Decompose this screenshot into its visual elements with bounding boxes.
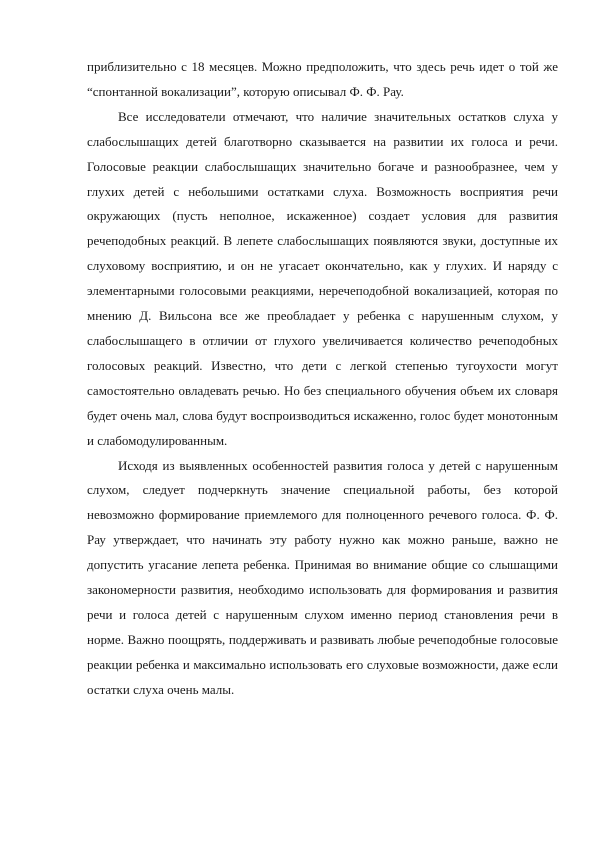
paragraph-special-work: Исходя из выявленных особенностей развития голоса у детей с нарушенным слухом, следует подчеркнуть значение специальной работы, без которой невозможно формирование приемлемого для полноценного речевого голоса. Ф. Ф. Рау утверждает, что начинать эту работу нужно как можно раньше, важно не допустить угасание лепета ребенка. Принимая во внимание общие со слышащими закономерности развития, необходимо использовать для формирования и развития речи и голоса детей с нарушенным слухом именно период становления речи в норме. Важно поощрять, поддерживать и развивать любые речеподобные голосовые реакции ребенка и максимально использовать его слуховые возможности, даже если остатки слуха очень малы.	[87, 457, 558, 697]
paragraph-hearing-remnants: Все исследователи отмечают, что наличие значительных остатков слуха у слабослышащих детей благотворно сказывается на развитии их голоса и речи. Голосовые реакции слабослышащих значительно богаче и разнообразнее, чем у глухих детей с небольшими остатками слуха. Возможность восприятия речи окружающих (пусть неполное, искаженное) создает условия для развития речеподобных реакций. В лепете слабослышащих появляются звуки, доступные их слуховому восприятию, и он не угасает окончательно, как у глухих. И наряду с элементарными голосовыми реакциями, неречеподобной вокализацией, которая по мнению Д. Вильсона все же преобладает у ребенка с нарушенным слухом, у слабослышащего в отличии от глухого увеличивается количество речеподобных голосовых реакций. Известно, что дети с легкой степенью тугоухости могут самостоятельно овладевать речью. Но без специального обучения объем их словаря будет очень мал, слова будут воспроизводиться искаженно, голос будет монотонным и слабомодулированным.	[87, 108, 558, 448]
document-body	[87, 55, 558, 703]
paragraph-continuation: приблизительно с 18 месяцев. Можно предположить, что здесь речь идет о той же “спонтанной вокализации”, которую описывал Ф. Ф. Рау.	[87, 59, 558, 99]
